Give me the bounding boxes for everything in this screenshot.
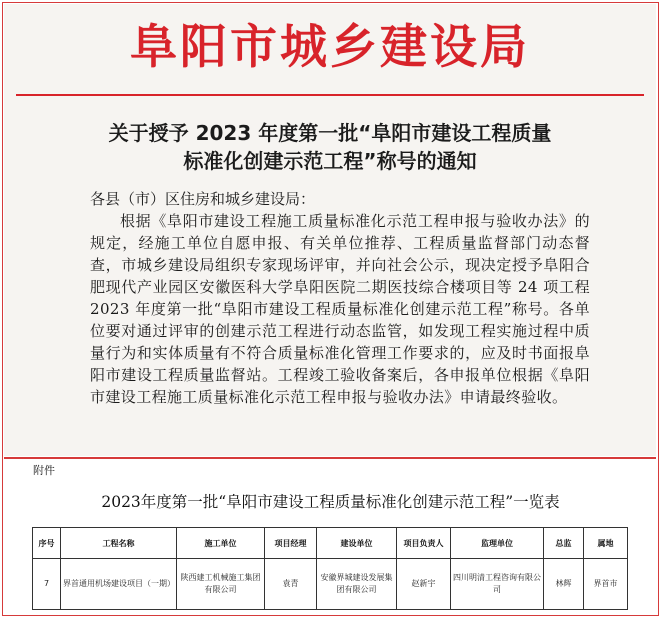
demonstration-projects-table: [32, 527, 628, 610]
cell-index: 7: [33, 559, 61, 610]
col-header-developer: 建设单位: [317, 528, 397, 559]
cell-project-name: 界首通用机场建设项目（一期）: [61, 559, 177, 610]
notice-title-line2: 标准化创建示范工程”称号的通知: [183, 149, 477, 173]
notice-title-line1: 关于授予 2023 年度第一批“阜阳市建设工程质量: [108, 121, 552, 145]
notice-scan: [4, 4, 656, 456]
cell-contractor: 陕西建工机械施工集团有限公司: [177, 559, 265, 610]
col-header-project-name: 工程名称: [61, 528, 177, 559]
col-header-index: 序号: [33, 528, 61, 559]
cell-developer: 安徽界城建设发展集团有限公司: [317, 559, 397, 610]
col-header-chief-supervisor: 总监: [544, 528, 584, 559]
col-header-project-lead: 项目负责人: [397, 528, 451, 559]
attachment-label: 附件: [33, 464, 55, 477]
attachment-title: 2023年度第一批“阜阳市建设工程质量标准化创建示范工程”一览表: [101, 493, 560, 511]
letterhead-org-name: 阜阳市城乡建设局: [130, 20, 530, 75]
cell-jurisdiction: 界首市: [584, 559, 628, 610]
notice-addressee: 各县（市）区住房和城乡建设局：: [90, 190, 316, 208]
cell-chief-supervisor: 林辉: [544, 559, 584, 610]
notice-body: 根据《阜阳市建设工程施工质量标准化示范工程申报与验收办法》的规定，经施工单位自愿申报、有关单位推荐、工程质量监督部门动态督查，市城乡建设局组织专家现场评审，并向社会公示，现决定授予阜阳合肥现代产业园区安徽医科大学阜阳医院二期医技综合楼项目等 24 项工程 2023 年度第一批“阜阳市建设工程质量标准化创建示范工程”称号。各单位要对通过评审的创建示范工程进行动态监管，如发现工程实施过程中质量行为和实体质量有不符合质量标准化管理工作要求的，应及时书面报阜阳市建设工程质量监督站。工程竣工验收备案后，各申报单位根据《阜阳市建设工程施工质量标准化示范工程申报与验收办法》申请最终验收。: [90, 212, 590, 406]
table-header-row: [33, 528, 628, 559]
cell-project-lead: 赵新宇: [397, 559, 451, 610]
letterhead-rule: [16, 94, 644, 96]
table-row: [33, 559, 628, 610]
cell-supervisor-unit: 四川明清工程咨询有限公司: [451, 559, 544, 610]
col-header-project-manager: 项目经理: [265, 528, 317, 559]
col-header-contractor: 施工单位: [177, 528, 265, 559]
col-header-jurisdiction: 属地: [584, 528, 628, 559]
section-divider: [4, 457, 656, 459]
cell-project-manager: 袁青: [265, 559, 317, 610]
col-header-supervisor-unit: 监理单位: [451, 528, 544, 559]
